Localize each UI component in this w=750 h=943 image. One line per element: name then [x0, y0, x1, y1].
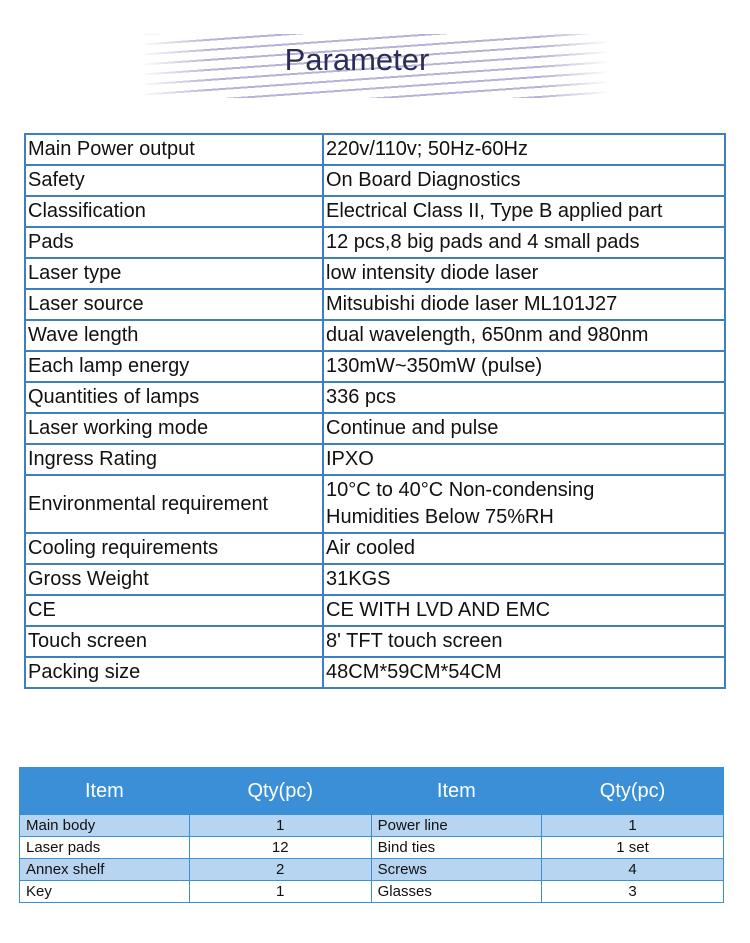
item-name: Annex shelf: [20, 859, 190, 881]
param-label: Safety: [25, 165, 323, 196]
item-qty: 1: [189, 881, 371, 903]
item-name: Main body: [20, 815, 190, 837]
table-row: [25, 227, 725, 258]
page-title: Parameter: [284, 42, 430, 77]
item-qty: 4: [542, 859, 724, 881]
param-label: Packing size: [25, 657, 323, 688]
param-label: Touch screen: [25, 626, 323, 657]
header-item: Item: [371, 768, 541, 815]
header-item: Item: [20, 768, 190, 815]
item-qty: 2: [189, 859, 371, 881]
table-row: [25, 626, 725, 657]
table-row: [25, 289, 725, 320]
item-name: Key: [20, 881, 190, 903]
item-qty: 12: [189, 837, 371, 859]
param-label: Ingress Rating: [25, 444, 323, 475]
table-row: [25, 134, 725, 165]
table-row: [20, 837, 724, 859]
table-row: [25, 413, 725, 444]
table-row: [25, 258, 725, 289]
param-value: IPXO: [323, 444, 725, 475]
param-label: Classification: [25, 196, 323, 227]
parameter-table: [24, 133, 726, 689]
table-row: [25, 657, 725, 688]
param-value: Mitsubishi diode laser ML101J27: [323, 289, 725, 320]
item-name: Power line: [371, 815, 541, 837]
item-qty: 3: [542, 881, 724, 903]
param-value: Electrical Class II, Type B applied part: [323, 196, 725, 227]
table-row: [25, 382, 725, 413]
param-value: low intensity diode laser: [323, 258, 725, 289]
item-name: Bind ties: [371, 837, 541, 859]
param-value: dual wavelength, 650nm and 980nm: [323, 320, 725, 351]
table-row: [25, 595, 725, 626]
param-value: 130mW~350mW (pulse): [323, 351, 725, 382]
item-name: Screws: [371, 859, 541, 881]
param-value: 8' TFT touch screen: [323, 626, 725, 657]
param-value: CE WITH LVD AND EMC: [323, 595, 725, 626]
param-label: Quantities of lamps: [25, 382, 323, 413]
param-label: Laser source: [25, 289, 323, 320]
param-label: Environmental requirement: [25, 475, 323, 533]
param-label: Main Power output: [25, 134, 323, 165]
table-row: [20, 881, 724, 903]
param-label: Cooling requirements: [25, 533, 323, 564]
item-qty: 1 set: [542, 837, 724, 859]
param-label: Laser type: [25, 258, 323, 289]
param-value: 31KGS: [323, 564, 725, 595]
packing-list-table: [19, 767, 724, 903]
param-label: CE: [25, 595, 323, 626]
table-row: [25, 320, 725, 351]
table-row: [20, 815, 724, 837]
param-value: Continue and pulse: [323, 413, 725, 444]
param-label: Pads: [25, 227, 323, 258]
table-row: [25, 165, 725, 196]
param-value: On Board Diagnostics: [323, 165, 725, 196]
header-qty: Qty(pc): [189, 768, 371, 815]
header-qty: Qty(pc): [542, 768, 724, 815]
item-qty: 1: [542, 815, 724, 837]
table-row: [20, 859, 724, 881]
table-row: [25, 533, 725, 564]
item-qty: 1: [189, 815, 371, 837]
param-label: Wave length: [25, 320, 323, 351]
table-row: [25, 444, 725, 475]
param-value: 12 pcs,8 big pads and 4 small pads: [323, 227, 725, 258]
table-row: [25, 351, 725, 382]
param-value: 48CM*59CM*54CM: [323, 657, 725, 688]
param-label: Laser working mode: [25, 413, 323, 444]
param-value: Air cooled: [323, 533, 725, 564]
table-row: [25, 564, 725, 595]
param-value: 336 pcs: [323, 382, 725, 413]
item-name: Laser pads: [20, 837, 190, 859]
param-value: 10°C to 40°C Non-condensing Humidities Below 75%RH: [323, 475, 725, 533]
param-value: 220v/110v; 50Hz-60Hz: [323, 134, 725, 165]
param-label: Each lamp energy: [25, 351, 323, 382]
param-label: Gross Weight: [25, 564, 323, 595]
item-name: Glasses: [371, 881, 541, 903]
table-row: [25, 475, 725, 533]
table-row: [25, 196, 725, 227]
